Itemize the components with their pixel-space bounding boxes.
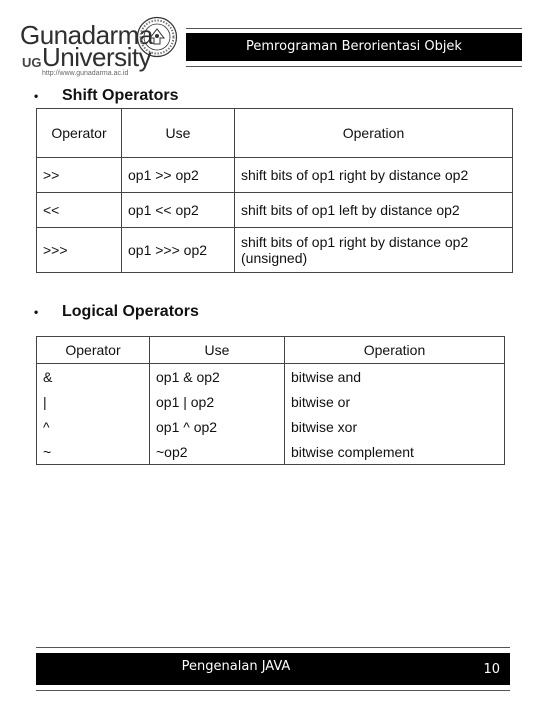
column-header: Operation (285, 337, 505, 364)
section-heading-shift (34, 87, 178, 105)
column-header: Use (122, 109, 235, 158)
shift-operators-table (36, 108, 513, 273)
shift-heading: Shift Operators (62, 87, 179, 105)
table-row (37, 364, 505, 390)
use-cell: op1 & op2 (150, 364, 285, 390)
table-row (37, 439, 505, 465)
use-cell: op1 >> op2 (122, 158, 235, 193)
operation-cell: bitwise or (285, 389, 505, 414)
logo-url: http://www.gunadarma.ac.id (42, 70, 129, 77)
table-row (37, 193, 513, 228)
operator-cell: >> (37, 158, 122, 193)
use-cell: op1 >>> op2 (122, 228, 235, 273)
footer-rule-bottom (36, 690, 510, 691)
page-number: 10 (483, 662, 500, 677)
section-heading-logical (34, 303, 199, 321)
university-seal-icon (136, 16, 178, 58)
footer-rule-top (36, 647, 510, 648)
operation-cell: shift bits of op1 left by distance op2 (235, 193, 513, 228)
header-rule-bottom (186, 66, 522, 67)
table-row (37, 228, 513, 273)
use-cell: op1 | op2 (150, 389, 285, 414)
footer-title: Pengenalan JAVA (181, 659, 291, 674)
operation-cell: shift bits of op1 right by distance op2 (unsigned) (235, 228, 513, 273)
operation-cell: bitwise complement (285, 439, 505, 465)
header-rule-top (186, 28, 522, 29)
logo-line1: Gunadarma (20, 20, 153, 50)
table-row (37, 414, 505, 439)
footer-bar (36, 653, 510, 685)
bullet-icon: • (34, 305, 39, 319)
operator-cell: >>> (37, 228, 122, 273)
logo-prefix: UG (22, 55, 42, 70)
column-header: Operator (37, 337, 150, 364)
use-cell: ~op2 (150, 439, 285, 465)
operator-cell: ^ (37, 414, 150, 439)
logical-heading: Logical Operators (62, 303, 199, 321)
header-title-bar (186, 33, 522, 61)
bullet-icon: • (34, 89, 39, 103)
logo-line2: University (42, 42, 152, 72)
logical-operators-table (36, 336, 505, 465)
column-header: Operation (235, 109, 513, 158)
use-cell: op1 ^ op2 (150, 414, 285, 439)
operation-cell: bitwise and (285, 364, 505, 390)
operator-cell: ~ (37, 439, 150, 465)
operation-cell: bitwise xor (285, 414, 505, 439)
use-cell: op1 << op2 (122, 193, 235, 228)
header-title: Pemrograman Berorientasi Objek (246, 39, 462, 54)
table-header-row (37, 337, 505, 364)
column-header: Operator (37, 109, 122, 158)
table-row (37, 389, 505, 414)
operator-cell: << (37, 193, 122, 228)
operator-cell: | (37, 389, 150, 414)
table-header-row (37, 109, 513, 158)
column-header: Use (150, 337, 285, 364)
operator-cell: & (37, 364, 150, 390)
operation-cell: shift bits of op1 right by distance op2 (235, 158, 513, 193)
table-row (37, 158, 513, 193)
